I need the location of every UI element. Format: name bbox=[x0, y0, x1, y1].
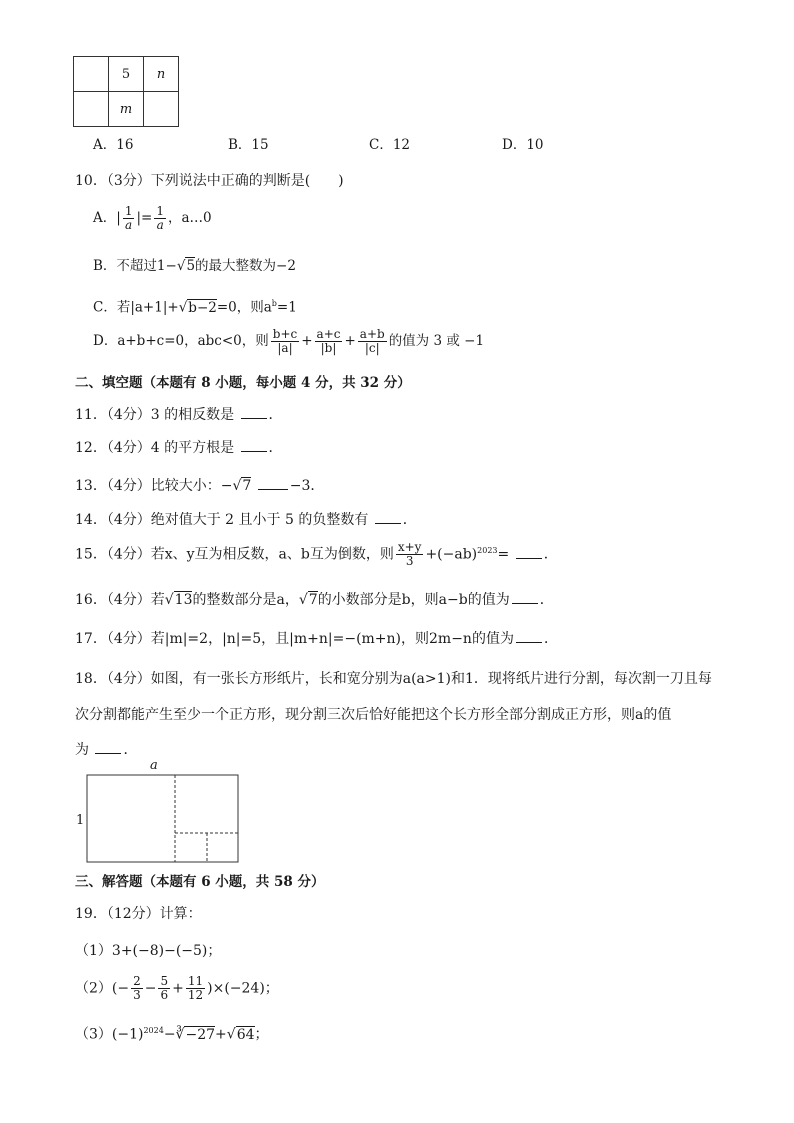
q9-option-a: A．16 bbox=[93, 137, 134, 153]
answer-blank[interactable] bbox=[516, 545, 542, 559]
answer-blank[interactable] bbox=[258, 476, 288, 490]
q18-line3: 为 ． bbox=[75, 742, 138, 758]
q19-part1: （1）3+(−8)−(−5)； bbox=[75, 943, 222, 959]
q17: 17．（4分）若|m|=2，|n|=5，且|m+n|=−(m+n)，则2m−n的值为 ． bbox=[75, 631, 558, 647]
number-grid bbox=[73, 56, 179, 127]
q9-option-b: B．15 bbox=[228, 137, 269, 153]
q15: 15．（4分）若x、y互为相反数，a、b互为倒数，则 $\frac{x+y}{3}$ $+(-ab)^{2023}=$ ． bbox=[75, 540, 558, 568]
grid-cell: m bbox=[109, 92, 144, 127]
q10-option-a: A．| $\frac{1}{a}$ |= $\frac{1}{a}$ ，a…0 bbox=[93, 204, 212, 232]
q18-line1: 18．（4分）如图，有一张长方形纸片，长和宽分别为a(a>1)和1．现将纸片进行分割，每次割一刀且每 bbox=[75, 671, 712, 687]
answer-blank[interactable] bbox=[95, 740, 121, 754]
section-3-heading: 三、解答题（本题有 6 小题，共 58 分） bbox=[75, 874, 325, 890]
q11: 11．（4分）3 的相反数是 ． bbox=[75, 407, 283, 423]
figure-label-1: 1 bbox=[76, 813, 85, 828]
grid-cell: 5 bbox=[109, 57, 144, 92]
answer-blank[interactable] bbox=[512, 590, 538, 604]
q10-option-b: B．不超过1−√5的最大整数为−2 bbox=[93, 258, 296, 274]
grid-cell: n bbox=[144, 57, 179, 92]
grid-cell bbox=[74, 57, 109, 92]
answer-blank[interactable] bbox=[241, 438, 267, 452]
q19-stem: 19．（12分）计算： bbox=[75, 906, 202, 922]
q10-stem: 10．（3分）下列说法中正确的判断是( ) bbox=[75, 173, 344, 189]
q12: 12．（4分）4 的平方根是 ． bbox=[75, 440, 283, 456]
q10-option-d: D．a+b+c=0，abc<0，则 $\frac{b+c}{|a|}$ + $\frac{a+c}{|b|}$ + $\frac{a+b}{|c|}$ 的值为 3 或 −1 bbox=[93, 327, 485, 355]
answer-blank[interactable] bbox=[375, 510, 401, 524]
q19-part2: （2）(− $\frac{2}{3}$ − $\frac{5}{6}$ + $\frac{11}{12}$ )×(−24)； bbox=[75, 974, 279, 1002]
answer-blank[interactable] bbox=[516, 629, 542, 643]
answer-blank[interactable] bbox=[241, 405, 267, 419]
q14: 14．（4分）绝对值大于 2 且小于 5 的负整数有 ． bbox=[75, 512, 417, 528]
grid-cell bbox=[144, 92, 179, 127]
q9-option-d: D．10 bbox=[502, 137, 544, 153]
q16: 16．（4分）若√13的整数部分是a，√7的小数部分是b，则a−b的值为 ． bbox=[75, 592, 554, 608]
q19-part3: $(3)(-1)^{2024}-∛-27+√64$； bbox=[75, 1026, 269, 1043]
grid-cell bbox=[74, 92, 109, 127]
figure-label-a: a bbox=[150, 758, 158, 773]
q13: 13．（4分）比较大小：−√7 −3． bbox=[75, 478, 325, 494]
q18-line2: 次分割都能产生至少一个正方形，现分割三次后恰好能把这个长方形全部分割成正方形，则a的值 bbox=[75, 707, 672, 723]
rectangle-figure bbox=[86, 774, 240, 864]
q10-option-c: C．若|a+1|+√b−2=0，则$a^b=1$ bbox=[93, 299, 297, 316]
section-2-heading: 二、填空题（本题有 8 小题，每小题 4 分，共 32 分） bbox=[75, 375, 411, 391]
outer-rectangle bbox=[87, 775, 238, 862]
q9-option-c: C．12 bbox=[369, 137, 411, 153]
